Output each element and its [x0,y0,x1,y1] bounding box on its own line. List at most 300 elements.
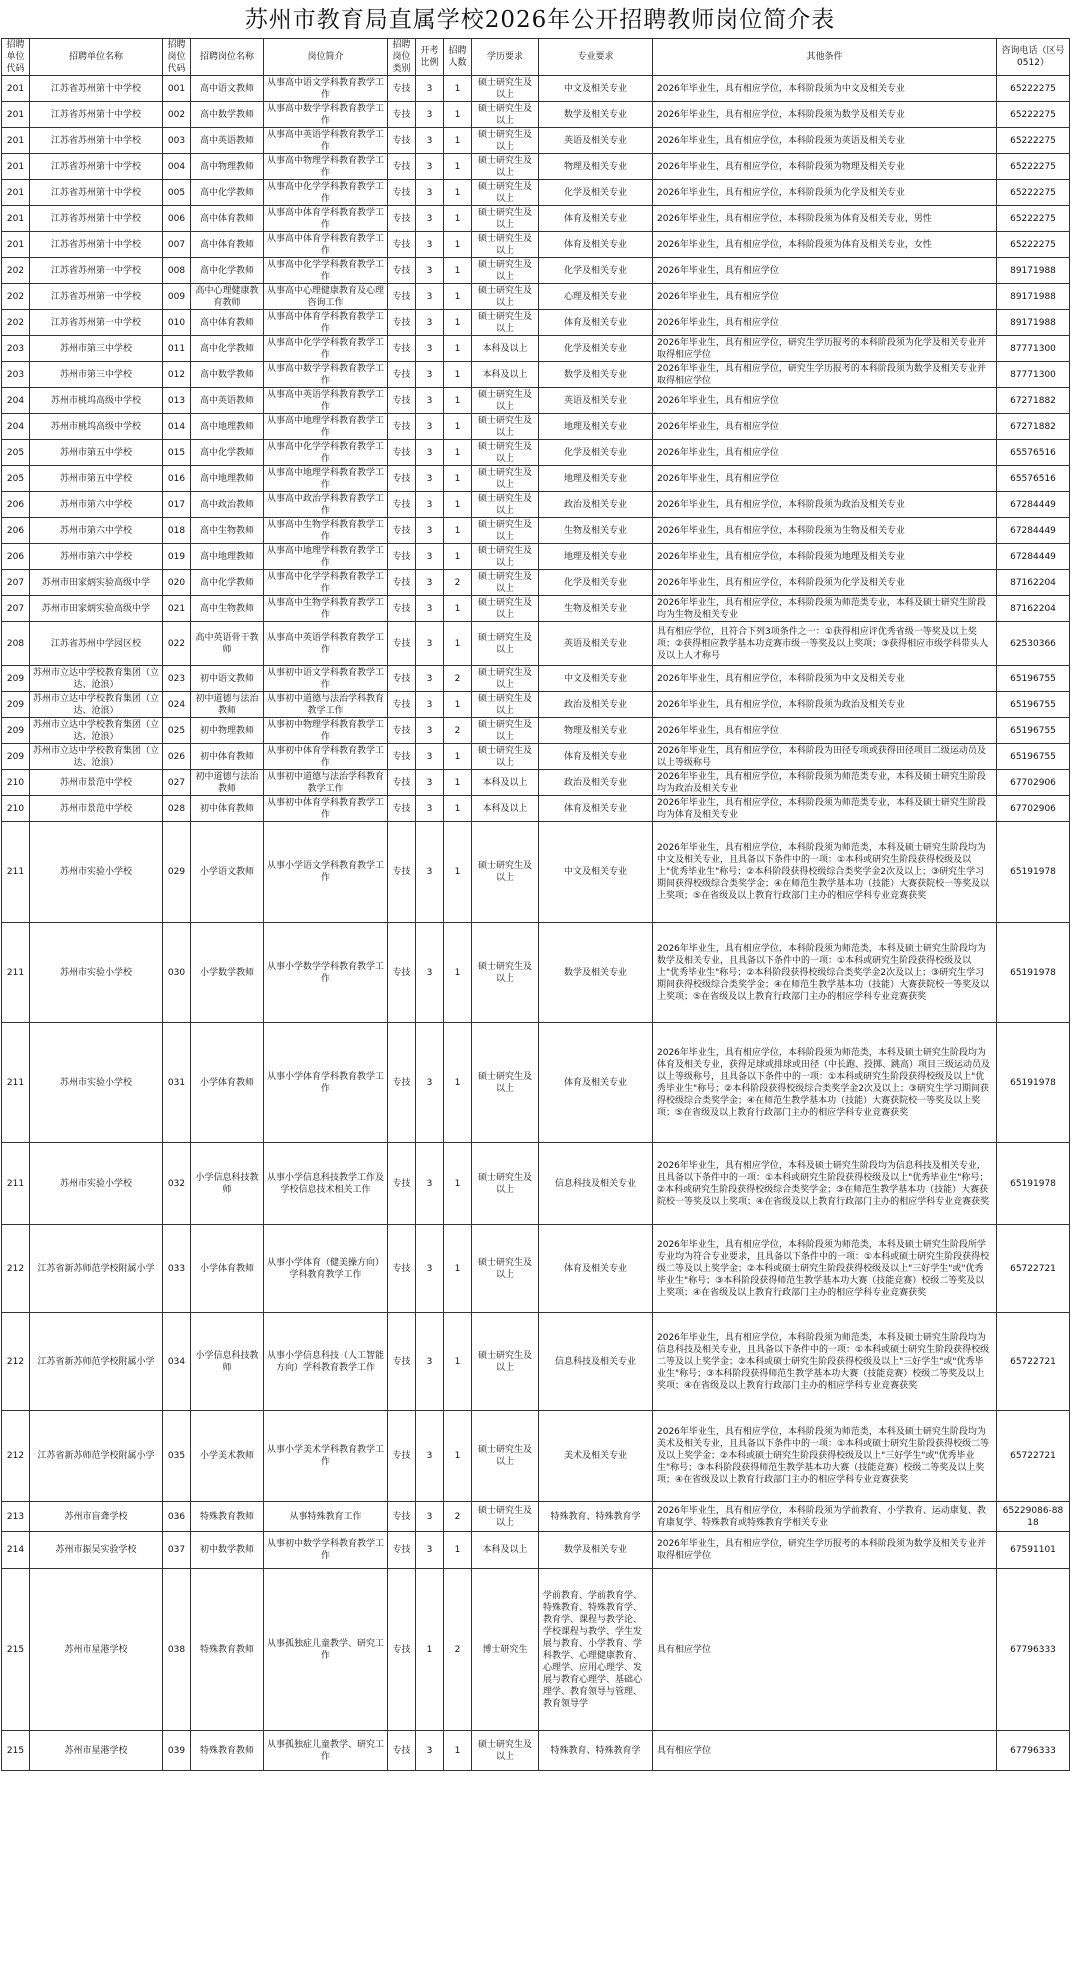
major-cell: 生物及相关专业 [539,596,653,622]
table-row [2,258,1070,284]
other-conditions-cell: 2026年毕业生，具有相应学位，本科及硕士研究生阶段均为信息科技及相关专业，且具备以下条件中的一项：①本科或研究生阶段获得校级及以上"优秀毕业生"称号；②本科或研究生阶段获得校级综合类奖学金；③在师范生教学基本功（技能）大赛获院校一等奖及以上奖项；④在省级及以上教育行政部门主办的相应学科专业竞赛获奖 [653,1143,997,1225]
table-row [2,336,1070,362]
other-conditions-cell: 2026年毕业生，具有相应学位，本科阶段须为化学及相关专业 [653,180,997,206]
unit-code-cell: 205 [2,466,30,492]
unit-code-cell: 213 [2,1502,30,1532]
major-cell: 化学及相关专业 [539,440,653,466]
other-conditions-cell: 2026年毕业生，具有相应学位，研究生学历报考的本科阶段须为数学及相关专业并取得相应学位 [653,1532,997,1569]
position-code-cell: 015 [163,440,191,466]
phone-cell: 65191978 [997,1143,1070,1225]
phone-cell: 65222275 [997,76,1070,102]
unit-code-cell: 215 [2,1731,30,1771]
position-code-cell: 007 [163,232,191,258]
position-code-cell: 017 [163,492,191,518]
phone-cell: 89171988 [997,258,1070,284]
phone-cell: 65222275 [997,206,1070,232]
education-cell: 硕士研究生及以上 [472,923,539,1023]
major-cell: 数学及相关专业 [539,102,653,128]
phone-cell: 67702906 [997,796,1070,822]
education-cell: 硕士研究生及以上 [472,1731,539,1771]
table-row [2,414,1070,440]
major-cell: 化学及相关专业 [539,570,653,596]
exam-ratio-cell: 3 [416,1411,444,1502]
position-code-cell: 025 [163,718,191,744]
position-description-cell: 从事高中化学学科教育教学工作 [264,258,388,284]
position-name-cell: 高中化学教师 [191,570,264,596]
major-cell: 特殊教育、特殊教育学 [539,1502,653,1532]
other-conditions-cell: 2026年毕业生，具有相应学位，本科阶段须为师范类，本科及硕士研究生阶段均为美术及相关专业，且具备以下条件中的一项：①本科或硕士研究生阶段获得校级二等及以上奖学金；②本科或硕士研究生阶段获得校级及以上"三好学生"或"优秀毕业生"称号；③本科阶段获得师范生教学基本功大赛（技能竞赛）校级二等奖及以上奖项；④在省级及以上教育行政部门主办的相应学科专业竞赛获奖 [653,1411,997,1502]
position-category-cell: 专技 [388,666,416,692]
position-description-cell: 从事小学信息科技（人工智能方向）学科教育教学工作 [264,1313,388,1411]
hire-count-cell: 1 [444,1313,472,1411]
unit-name-cell: 苏州市第六中学校 [30,492,163,518]
position-name-cell: 高中地理教师 [191,466,264,492]
position-description-cell: 从事初中道德与法治学科教育教学工作 [264,770,388,796]
unit-name-cell: 江苏省新苏师范学校附属小学 [30,1225,163,1313]
position-name-cell: 特殊教育教师 [191,1569,264,1731]
exam-ratio-cell: 3 [416,440,444,466]
position-name-cell: 小学信息科技教师 [191,1313,264,1411]
position-name-cell: 高中心理健康教育教师 [191,284,264,310]
position-description-cell: 从事小学体育学科教育教学工作 [264,1023,388,1143]
unit-code-cell: 209 [2,744,30,770]
position-description-cell: 从事高中英语学科教育教学工作 [264,128,388,154]
other-conditions-cell: 2026年毕业生，具有相应学位，本科阶段须为化学及相关专业 [653,570,997,596]
unit-code-cell: 203 [2,336,30,362]
unit-name-cell: 苏州市田家炳实验高级中学 [30,570,163,596]
hire-count-cell: 1 [444,154,472,180]
hire-count-cell: 2 [444,718,472,744]
position-name-cell: 高中地理教师 [191,544,264,570]
other-conditions-cell: 2026年毕业生，具有相应学位 [653,440,997,466]
major-cell: 体育及相关专业 [539,744,653,770]
other-conditions-cell: 2026年毕业生，具有相应学位，本科阶段须为师范类，本科及硕士研究生阶段均为数学及相关专业，且具备以下条件中的一项：①本科或研究生阶段获得校级及以上"优秀毕业生"称号；②本科阶段获得校级综合类奖学金2次及以上；③研究生学习期间获得校级综合类奖学金；④在师范生教学基本功（技能）大赛获院校一等奖及以上奖项；⑤在省级及以上教育行政部门主办的相应学科专业竞赛获奖 [653,923,997,1023]
exam-ratio-cell: 3 [416,544,444,570]
header-unit-name: 招聘单位名称 [30,39,163,76]
position-category-cell: 专技 [388,492,416,518]
other-conditions-cell: 具有相应学位，且符合下列3项条件之一：①获得相应评优秀省级一等奖及以上奖项；②获得相应教学基本功竞赛市级一等奖及以上奖项；③获得相应市级学科带头人及以上人才称号 [653,622,997,666]
phone-cell: 67284449 [997,544,1070,570]
exam-ratio-cell: 3 [416,362,444,388]
unit-code-cell: 211 [2,1143,30,1225]
other-conditions-cell: 2026年毕业生，具有相应学位，本科阶段须为政治及相关专业 [653,692,997,718]
position-name-cell: 高中生物教师 [191,596,264,622]
table-row [2,492,1070,518]
unit-name-cell: 江苏省苏州第十中学校 [30,154,163,180]
unit-code-cell: 205 [2,440,30,466]
phone-cell: 67284449 [997,518,1070,544]
position-name-cell: 高中英语教师 [191,128,264,154]
position-category-cell: 专技 [388,1502,416,1532]
hire-count-cell: 1 [444,258,472,284]
major-cell: 物理及相关专业 [539,718,653,744]
position-code-cell: 002 [163,102,191,128]
hire-count-cell: 1 [444,923,472,1023]
position-name-cell: 初中道德与法治教师 [191,770,264,796]
position-name-cell: 特殊教育教师 [191,1502,264,1532]
unit-code-cell: 209 [2,718,30,744]
table-row [2,1502,1070,1532]
phone-cell: 65222275 [997,128,1070,154]
phone-cell: 65722721 [997,1225,1070,1313]
table-row [2,666,1070,692]
table-row [2,518,1070,544]
hire-count-cell: 1 [444,102,472,128]
position-description-cell: 从事高中政治学科教育教学工作 [264,492,388,518]
position-description-cell: 从事初中数学学科教育教学工作 [264,1532,388,1569]
major-cell: 信息科技及相关专业 [539,1143,653,1225]
position-description-cell: 从事高中化学学科教育教学工作 [264,180,388,206]
phone-cell: 65196755 [997,718,1070,744]
phone-cell: 65196755 [997,744,1070,770]
major-cell: 体育及相关专业 [539,1023,653,1143]
hire-count-cell: 1 [444,1532,472,1569]
unit-name-cell: 苏州市星港学校 [30,1731,163,1771]
hire-count-cell: 1 [444,180,472,206]
unit-code-cell: 208 [2,622,30,666]
position-code-cell: 006 [163,206,191,232]
position-code-cell: 022 [163,622,191,666]
position-category-cell: 专技 [388,362,416,388]
hire-count-cell: 1 [444,822,472,923]
position-description-cell: 从事孤独症儿童教学、研究工作 [264,1731,388,1771]
phone-cell: 65222275 [997,102,1070,128]
other-conditions-cell: 2026年毕业生，具有相应学位，本科阶段须为师范类专业，本科及硕士研究生阶段均为政治及相关专业 [653,770,997,796]
unit-code-cell: 207 [2,596,30,622]
education-cell: 博士研究生 [472,1569,539,1731]
education-cell: 硕士研究生及以上 [472,1225,539,1313]
position-name-cell: 高中体育教师 [191,206,264,232]
education-cell: 硕士研究生及以上 [472,388,539,414]
unit-name-cell: 苏州市景范中学校 [30,770,163,796]
hire-count-cell: 1 [444,388,472,414]
major-cell: 数学及相关专业 [539,362,653,388]
major-cell: 美术及相关专业 [539,1411,653,1502]
hire-count-cell: 2 [444,666,472,692]
table-row [2,76,1070,102]
position-code-cell: 009 [163,284,191,310]
hire-count-cell: 1 [444,1143,472,1225]
unit-code-cell: 201 [2,232,30,258]
position-name-cell: 初中语文教师 [191,666,264,692]
exam-ratio-cell: 3 [416,923,444,1023]
unit-code-cell: 206 [2,544,30,570]
unit-code-cell: 211 [2,923,30,1023]
position-description-cell: 从事高中数学学科教育教学工作 [264,102,388,128]
unit-name-cell: 苏州市实验小学校 [30,1143,163,1225]
other-conditions-cell: 2026年毕业生，具有相应学位 [653,388,997,414]
education-cell: 硕士研究生及以上 [472,1411,539,1502]
position-code-cell: 004 [163,154,191,180]
table-row [2,744,1070,770]
position-code-cell: 010 [163,310,191,336]
major-cell: 体育及相关专业 [539,796,653,822]
phone-cell: 65722721 [997,1411,1070,1502]
position-category-cell: 专技 [388,206,416,232]
position-code-cell: 019 [163,544,191,570]
unit-code-cell: 204 [2,414,30,440]
position-category-cell: 专技 [388,466,416,492]
unit-code-cell: 201 [2,128,30,154]
position-code-cell: 034 [163,1313,191,1411]
position-code-cell: 005 [163,180,191,206]
table-row [2,128,1070,154]
education-cell: 本科及以上 [472,1532,539,1569]
position-name-cell: 高中化学教师 [191,258,264,284]
unit-name-cell: 苏州市立达中学校教育集团（立达、沧浪） [30,744,163,770]
position-description-cell: 从事高中心理健康教育及心理咨询工作 [264,284,388,310]
hire-count-cell: 1 [444,310,472,336]
unit-code-cell: 210 [2,796,30,822]
position-code-cell: 037 [163,1532,191,1569]
phone-cell: 67591101 [997,1532,1070,1569]
other-conditions-cell: 2026年毕业生，具有相应学位，本科阶段须为英语及相关专业 [653,128,997,154]
education-cell: 硕士研究生及以上 [472,718,539,744]
position-name-cell: 高中化学教师 [191,440,264,466]
phone-cell: 65222275 [997,180,1070,206]
major-cell: 数学及相关专业 [539,923,653,1023]
position-name-cell: 初中道德与法治教师 [191,692,264,718]
position-category-cell: 专技 [388,102,416,128]
position-name-cell: 小学数学教师 [191,923,264,1023]
position-name-cell: 高中英语教师 [191,388,264,414]
position-description-cell: 从事高中化学学科教育教学工作 [264,336,388,362]
education-cell: 硕士研究生及以上 [472,284,539,310]
hire-count-cell: 1 [444,232,472,258]
hire-count-cell: 1 [444,284,472,310]
exam-ratio-cell: 3 [416,1313,444,1411]
education-cell: 硕士研究生及以上 [472,518,539,544]
exam-ratio-cell: 3 [416,822,444,923]
unit-name-cell: 苏州市振吴实验学校 [30,1532,163,1569]
phone-cell: 87771300 [997,362,1070,388]
exam-ratio-cell: 3 [416,692,444,718]
unit-code-cell: 202 [2,310,30,336]
other-conditions-cell: 2026年毕业生，具有相应学位，研究生学历报考的本科阶段须为数学及相关专业并取得相应学位 [653,362,997,388]
position-category-cell: 专技 [388,76,416,102]
exam-ratio-cell: 3 [416,1023,444,1143]
position-category-cell: 专技 [388,180,416,206]
exam-ratio-cell: 3 [416,1225,444,1313]
position-code-cell: 018 [163,518,191,544]
phone-cell: 65576516 [997,440,1070,466]
position-description-cell: 从事小学数学学科教育教学工作 [264,923,388,1023]
other-conditions-cell: 2026年毕业生，具有相应学位，本科阶段须为师范类专业，本科及硕士研究生阶段均为体育及相关专业 [653,796,997,822]
table-row [2,1411,1070,1502]
table-row [2,466,1070,492]
unit-name-cell: 江苏省苏州第十中学校 [30,102,163,128]
position-description-cell: 从事初中语文学科教育教学工作 [264,666,388,692]
position-description-cell: 从事高中地理学科教育教学工作 [264,414,388,440]
position-category-cell: 专技 [388,336,416,362]
table-row [2,310,1070,336]
table-row [2,1023,1070,1143]
exam-ratio-cell: 3 [416,770,444,796]
unit-code-cell: 207 [2,570,30,596]
major-cell: 心理及相关专业 [539,284,653,310]
phone-cell: 67284449 [997,492,1070,518]
unit-name-cell: 苏州市景范中学校 [30,796,163,822]
major-cell: 政治及相关专业 [539,770,653,796]
hire-count-cell: 1 [444,622,472,666]
table-row [2,206,1070,232]
exam-ratio-cell: 3 [416,718,444,744]
education-cell: 硕士研究生及以上 [472,492,539,518]
other-conditions-cell: 2026年毕业生，具有相应学位，本科阶段须为体育及相关专业，男性 [653,206,997,232]
position-name-cell: 小学体育教师 [191,1023,264,1143]
phone-cell: 65191978 [997,1023,1070,1143]
unit-name-cell: 苏州市第六中学校 [30,518,163,544]
unit-name-cell: 江苏省苏州中学园区校 [30,622,163,666]
header-position-code: 招聘岗位代码 [163,39,191,76]
exam-ratio-cell: 3 [416,570,444,596]
other-conditions-cell: 2026年毕业生，具有相应学位，本科阶段须为地理及相关专业 [653,544,997,570]
unit-name-cell: 苏州市第五中学校 [30,466,163,492]
exam-ratio-cell: 3 [416,336,444,362]
hire-count-cell: 1 [444,206,472,232]
position-category-cell: 专技 [388,1532,416,1569]
unit-name-cell: 苏州市田家炳实验高级中学 [30,596,163,622]
table-row [2,1313,1070,1411]
other-conditions-cell: 2026年毕业生，具有相应学位 [653,258,997,284]
major-cell: 政治及相关专业 [539,692,653,718]
exam-ratio-cell: 3 [416,466,444,492]
unit-code-cell: 201 [2,76,30,102]
position-category-cell: 专技 [388,1143,416,1225]
phone-cell: 65196755 [997,666,1070,692]
unit-name-cell: 苏州市实验小学校 [30,822,163,923]
major-cell: 中文及相关专业 [539,822,653,923]
unit-code-cell: 206 [2,518,30,544]
header-education: 学历要求 [472,39,539,76]
hire-count-cell: 2 [444,570,472,596]
exam-ratio-cell: 3 [416,1532,444,1569]
education-cell: 硕士研究生及以上 [472,102,539,128]
education-cell: 硕士研究生及以上 [472,154,539,180]
header-hire-count: 招聘人数 [444,39,472,76]
unit-code-cell: 203 [2,362,30,388]
position-code-cell: 011 [163,336,191,362]
exam-ratio-cell: 3 [416,622,444,666]
unit-name-cell: 苏州市第五中学校 [30,440,163,466]
position-code-cell: 008 [163,258,191,284]
position-category-cell: 专技 [388,622,416,666]
major-cell: 学前教育、学前教育学、特殊教育、特殊教育学、教育学、课程与教学论、学校课程与教学、学生发展与教育、小学教育、学科教学、心理健康教育、心理学、应用心理学、发展与教育心理学、基础心理学、教育领导与管理、教育领导学 [539,1569,653,1731]
table-row [2,180,1070,206]
major-cell: 体育及相关专业 [539,232,653,258]
exam-ratio-cell: 3 [416,310,444,336]
table-row [2,440,1070,466]
exam-ratio-cell: 3 [416,518,444,544]
position-description-cell: 从事高中体育学科教育教学工作 [264,206,388,232]
phone-cell: 62530366 [997,622,1070,666]
unit-code-cell: 201 [2,154,30,180]
other-conditions-cell: 2026年毕业生，具有相应学位，本科阶段为田径专项或获得田径项目二级运动员及以上等级称号 [653,744,997,770]
position-code-cell: 014 [163,414,191,440]
table-body [2,76,1070,1771]
phone-cell: 65222275 [997,232,1070,258]
phone-cell: 87162204 [997,570,1070,596]
education-cell: 本科及以上 [472,770,539,796]
education-cell: 硕士研究生及以上 [472,466,539,492]
table-row [2,718,1070,744]
unit-name-cell: 苏州市第六中学校 [30,544,163,570]
other-conditions-cell: 2026年毕业生，具有相应学位，本科阶段须为数学及相关专业 [653,102,997,128]
education-cell: 硕士研究生及以上 [472,1502,539,1532]
position-category-cell: 专技 [388,284,416,310]
exam-ratio-cell: 1 [416,1569,444,1731]
table-row [2,1225,1070,1313]
hire-count-cell: 1 [444,692,472,718]
hire-count-cell: 1 [444,466,472,492]
major-cell: 地理及相关专业 [539,466,653,492]
exam-ratio-cell: 3 [416,76,444,102]
unit-code-cell: 206 [2,492,30,518]
unit-name-cell: 苏州市桃坞高级中学校 [30,414,163,440]
major-cell: 体育及相关专业 [539,206,653,232]
hire-count-cell: 1 [444,544,472,570]
table-row [2,1532,1070,1569]
position-code-cell: 023 [163,666,191,692]
position-description-cell: 从事高中英语学科教育教学工作 [264,388,388,414]
position-name-cell: 小学信息科技教师 [191,1143,264,1225]
unit-code-cell: 201 [2,206,30,232]
position-category-cell: 专技 [388,1023,416,1143]
phone-cell: 65191978 [997,822,1070,923]
unit-name-cell: 江苏省苏州第一中学校 [30,258,163,284]
phone-cell: 89171988 [997,310,1070,336]
position-description-cell: 从事孤独症儿童教学、研究工作 [264,1569,388,1731]
exam-ratio-cell: 3 [416,796,444,822]
unit-code-cell: 201 [2,180,30,206]
position-category-cell: 专技 [388,596,416,622]
position-name-cell: 高中体育教师 [191,232,264,258]
hire-count-cell: 1 [444,336,472,362]
position-category-cell: 专技 [388,570,416,596]
hire-count-cell: 1 [444,492,472,518]
position-description-cell: 从事小学语文学科教育教学工作 [264,822,388,923]
major-cell: 生物及相关专业 [539,518,653,544]
other-conditions-cell: 2026年毕业生，具有相应学位，本科阶段须为物理及相关专业 [653,154,997,180]
unit-name-cell: 苏州市立达中学校教育集团（立达、沧浪） [30,718,163,744]
other-conditions-cell: 2026年毕业生，具有相应学位 [653,414,997,440]
education-cell: 硕士研究生及以上 [472,128,539,154]
hire-count-cell: 1 [444,596,472,622]
unit-name-cell: 苏州市立达中学校教育集团（立达、沧浪） [30,692,163,718]
header-unit-code: 招聘单位代码 [2,39,30,76]
exam-ratio-cell: 3 [416,388,444,414]
unit-code-cell: 210 [2,770,30,796]
table-row [2,284,1070,310]
major-cell: 英语及相关专业 [539,128,653,154]
unit-name-cell: 苏州市实验小学校 [30,923,163,1023]
unit-name-cell: 江苏省苏州第十中学校 [30,232,163,258]
header-major: 专业要求 [539,39,653,76]
table-row [2,770,1070,796]
education-cell: 硕士研究生及以上 [472,180,539,206]
other-conditions-cell: 2026年毕业生，具有相应学位，本科阶段须为学前教育、小学教育、运动康复、教育康复学、特殊教育或特殊教育学相关专业 [653,1502,997,1532]
header-other-conditions: 其他条件 [653,39,997,76]
position-category-cell: 专技 [388,518,416,544]
hire-count-cell: 1 [444,796,472,822]
position-name-cell: 高中生物教师 [191,518,264,544]
position-name-cell: 高中体育教师 [191,310,264,336]
position-description-cell: 从事高中英语学科教育教学工作 [264,622,388,666]
other-conditions-cell: 2026年毕业生，具有相应学位，本科阶段须为师范类，本科及硕士研究生阶段均为中文及相关专业，且具备以下条件中的一项：①本科或研究生阶段获得校级及以上"优秀毕业生"称号；②本科阶段获得校级综合类奖学金2次及以上；③研究生学习期间获得校级综合类奖学金；④在师范生教学基本功（技能）大赛获院校一等奖及以上奖项；⑤在省级及以上教育行政部门主办的相应学科专业竞赛获奖 [653,822,997,923]
phone-cell: 67796333 [997,1569,1070,1731]
table-row [2,596,1070,622]
position-name-cell: 初中物理教师 [191,718,264,744]
